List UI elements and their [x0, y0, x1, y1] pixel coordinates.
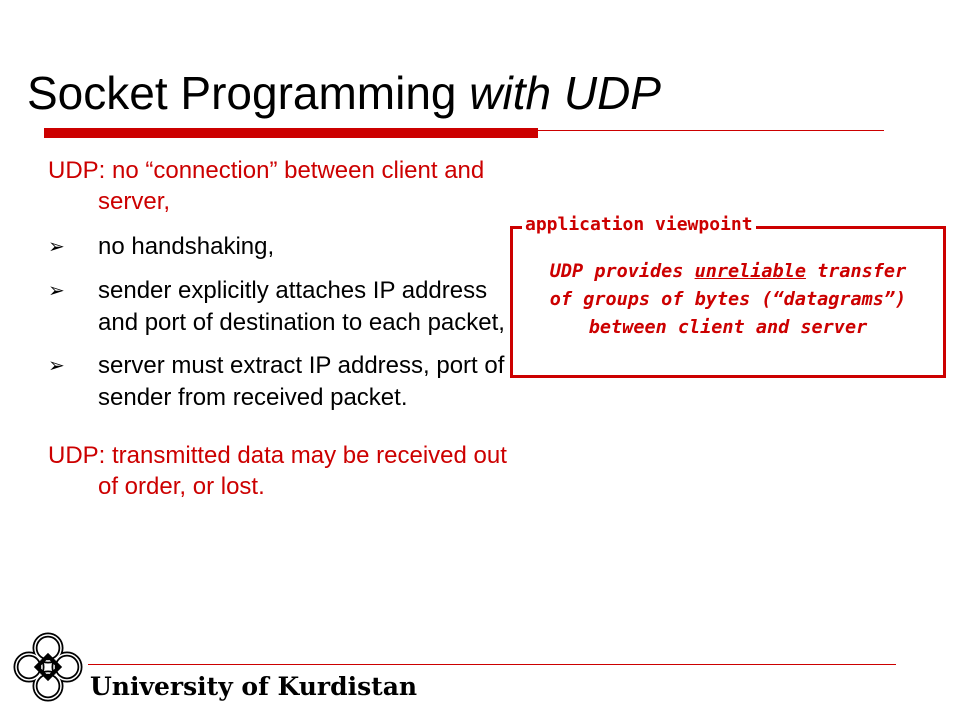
footer-divider — [88, 664, 896, 665]
bullet-item — [48, 350, 513, 413]
title-underline-thin — [538, 130, 884, 131]
arrow-bullet-icon: ➢ — [48, 280, 65, 302]
title-italic-text: with UDP — [469, 67, 661, 119]
viewpoint-underlined-word: unreliable — [694, 261, 806, 282]
viewpoint-line1-start: UDP provides — [549, 261, 695, 282]
bullet-item — [48, 231, 513, 263]
bullet-item — [48, 275, 513, 338]
viewpoint-line2: of groups of bytes (“datagrams”) — [549, 289, 907, 310]
udp-connection-paragraph: UDP: no “connection” between client and server, — [48, 157, 485, 215]
title-main-text: Socket Programming — [27, 67, 470, 119]
university-name: University of Kurdistan — [90, 672, 418, 701]
viewpoint-line1-end: transfer — [805, 261, 907, 282]
slide-body — [48, 155, 513, 502]
udp-transmission-paragraph: UDP: transmitted data may be received out of order, or lost. — [48, 442, 507, 500]
viewpoint-box-text — [497, 258, 959, 342]
viewpoint-line3: between client and server — [588, 317, 868, 338]
viewpoint-box-label: application viewpoint — [522, 212, 756, 238]
slide-title — [27, 66, 661, 120]
bullet-text: no handshaking, — [98, 233, 275, 260]
arrow-bullet-icon: ➢ — [48, 236, 65, 258]
arrow-bullet-icon: ➢ — [48, 355, 65, 377]
university-logo-icon — [12, 628, 84, 706]
bullet-text: server must extract IP address, port of sender from received packet. — [98, 352, 505, 411]
title-underline-thick — [44, 128, 538, 138]
bullet-text: sender explicitly attaches IP address and port of destination to each packet, — [98, 277, 505, 336]
